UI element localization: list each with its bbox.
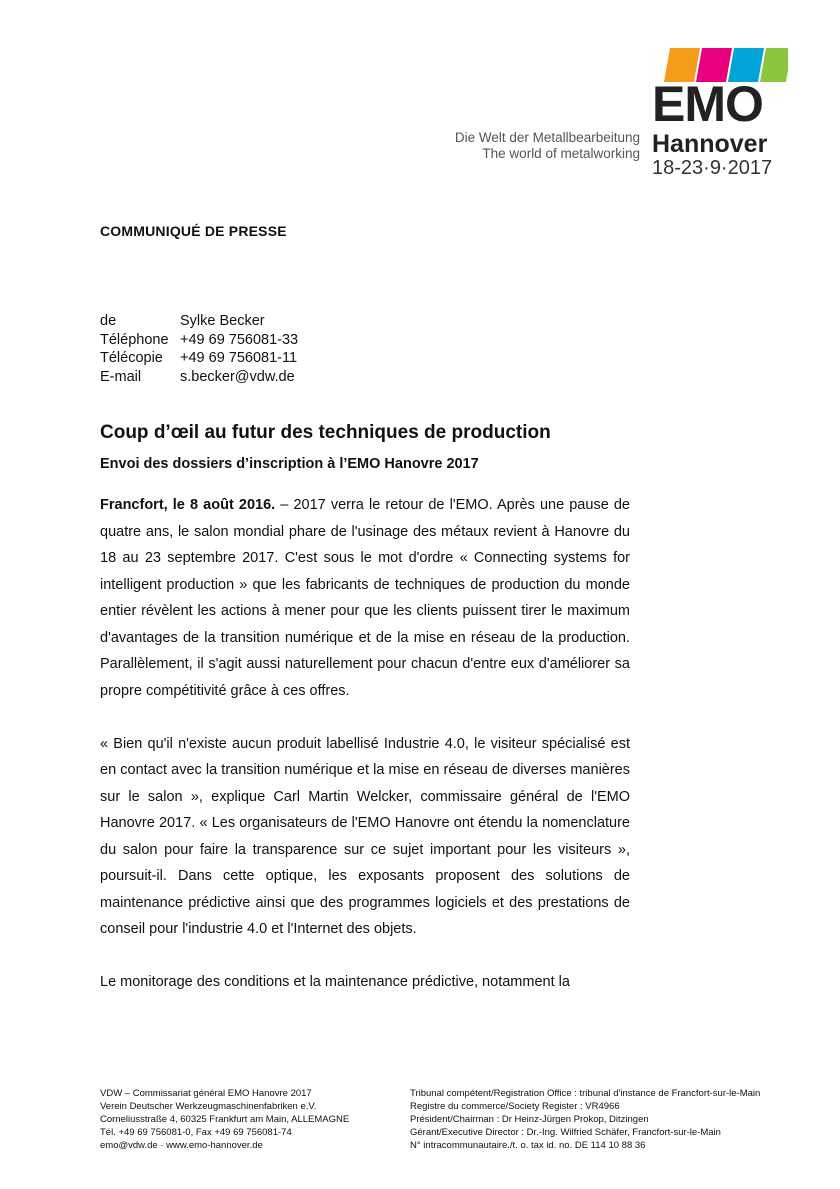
tagline-en: The world of metalworking [482,146,640,161]
footer-left [100,1087,349,1152]
contact-row [100,331,298,350]
contact-row [100,349,298,368]
footer-line: Tribunal compétent/Registration Office : tribunal d'instance de Francfort-sur-le-Main [410,1088,761,1099]
subheadline: Envoi des dossiers d’inscription à l’EMO Hanovre 2017 [100,456,479,472]
contact-block [100,312,298,386]
footer-line: emo@vdw.de · www.emo-hannover.de [100,1140,263,1151]
contact-value: +49 69 756081-11 [180,350,298,366]
contact-value: +49 69 756081-33 [180,331,299,348]
emo-hannover-logo [652,48,792,188]
paragraph-1-text: – 2017 verra le retour de l'EMO. Après une pause de quatre ans, le salon mondial phare de l'usinage des métaux revient à Hanovre du 18 au 23 septembre 2017. C'est sous le mot d'ordre « Connecting systems for intelligent production » que les fabricants de techniques de production du monde entier révèlent les actions à mener pour que les clients puissent tirer le maximum d'avantages de la transition numérique et de la mise en réseau de la production. Parallèlement, il s'agit aussi naturellement pour chacun d'entre eux d'améliorer sa propre compétitivité grâce à ces offres. [100,497,630,699]
footer-line: VDW – Commissariat général EMO Hanovre 2017 [100,1088,312,1099]
press-body [100,492,630,1022]
dateline: Francfort, le 8 août 2016. [100,497,276,513]
contact-value: Sylke Becker [180,313,265,329]
paragraph-2: « Bien qu'il n'existe aucun produit labellisé Industrie 4.0, le visiteur spécialisé est en contact avec la transition numérique et la mise en réseau de diverses manières sur le salon », explique Carl Martin Welcker, commissaire général de l'EMO Hanovre 2017. « Les organisateurs de l'EMO Hanovre ont étendu la nomenclature du salon pour faire la transparence sur ce sujet important pour les visiteurs », poursuit-il. Dans cette optique, les exposants proposent des solutions de maintenance prédictive ainsi que des programmes logiciels et des prestations de conseil pour l'industrie 4.0 et l'Internet des objets. [100,735,630,937]
tagline [455,130,640,162]
contact-email: s.becker@vdw.de [180,368,295,385]
contact-label: Téléphone [100,331,169,348]
logo-bar-green [760,48,788,82]
contact-row [100,312,298,331]
contact-label: de [100,313,117,329]
contact-label: E-mail [100,368,142,385]
footer-line: Registre du commerce/Society Register : VR4966 [410,1101,620,1112]
logo-city-text: Hannover [652,130,768,158]
footer-line: N° intracommunautaire./t. o. tax id. no. DE 114 10 88 36 [410,1140,646,1151]
footer-line: Tél. +49 69 756081-0, Fax +49 69 756081-74 [100,1127,292,1138]
contact-row [100,368,298,387]
logo-emo-text: EMO [652,76,763,132]
contact-label: Télécopie [100,350,163,366]
headline: Coup d’œil au futur des techniques de production [100,422,551,443]
footer-line: Verein Deutscher Werkzeugmaschinenfabriken e.V. [100,1101,317,1112]
tagline-de: Die Welt der Metallbearbeitung [454,130,640,145]
footer-line: Président/Chairman : Dr Heinz-Jürgen Prokop, Ditzingen [410,1114,649,1125]
footer-line: Corneliusstraße 4, 60325 Frankfurt am Main, ALLEMAGNE [100,1114,350,1125]
footer-line: Gérant/Executive Director : Dr.-Ing. Wilfried Schäfer, Francfort-sur-le-Main [410,1127,721,1138]
paragraph-1 [100,492,630,704]
logo-dates-text: 18-23·9·2017 [652,157,773,179]
paragraph-3: Le monitorage des conditions et la maintenance prédictive, notamment la [100,974,570,990]
document-title: COMMUNIQUÉ DE PRESSE [100,223,287,239]
footer-right [410,1087,760,1152]
